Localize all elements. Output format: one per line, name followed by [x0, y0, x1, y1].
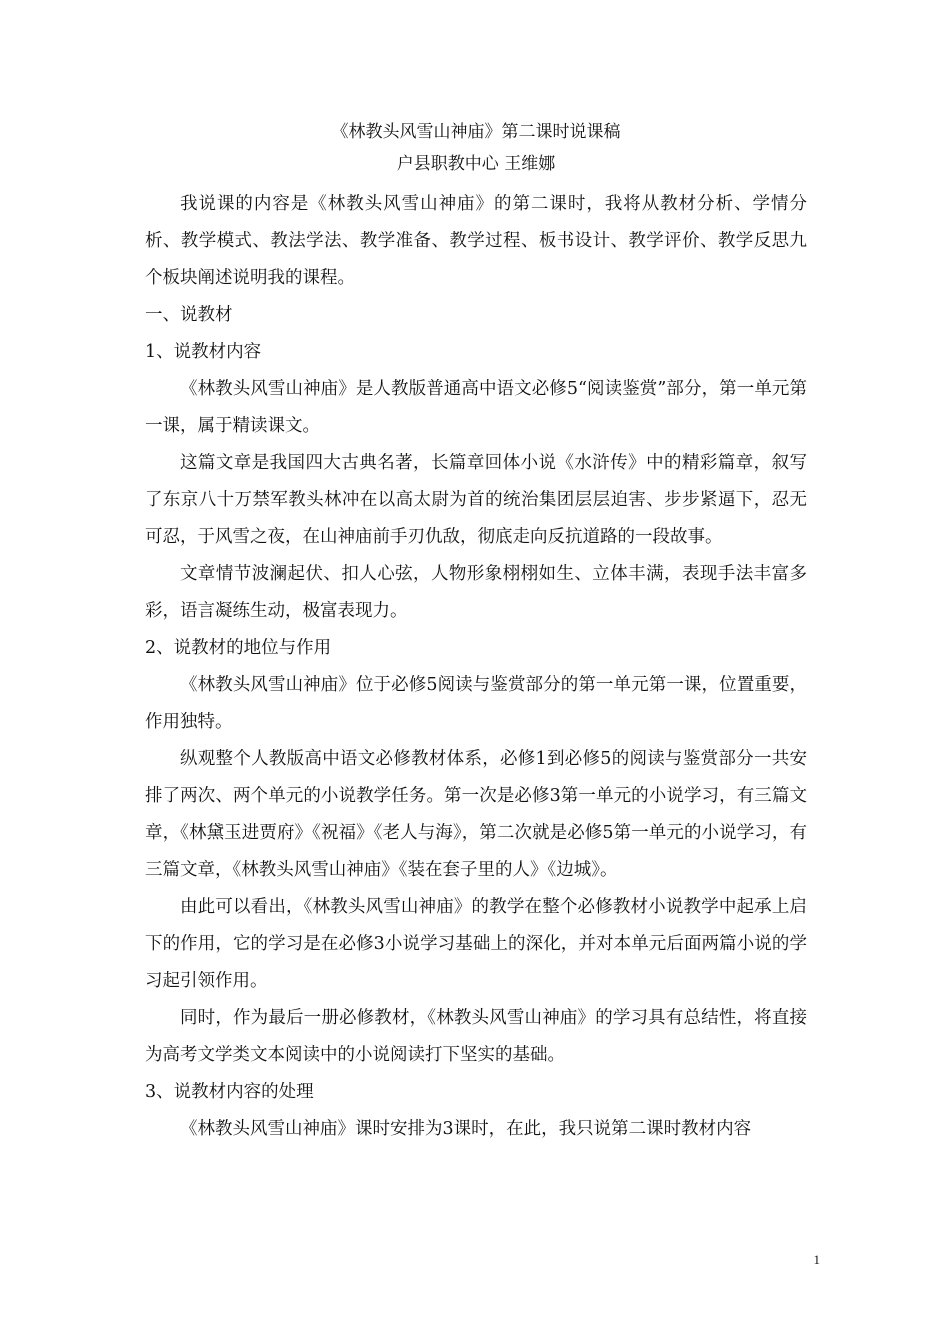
paragraph: 《林教头风雪山神庙》位于必修5阅读与鉴赏部分的第一单元第一课，位置重要，作用独特。	[145, 675, 807, 732]
subsection-heading: 2、说教材的地位与作用	[145, 638, 332, 658]
paragraph: 由此可以看出，《林教头风雪山神庙》的教学在整个必修教材小说教学中起承上启下的作用，它的学习是在必修3小说学习基础上的深化，并对本单元后面两篇小说的学习起引领作用。	[145, 897, 807, 991]
section-heading: 一、说教材	[145, 305, 233, 325]
document-body	[145, 116, 807, 1148]
page-number: 1	[813, 1252, 820, 1267]
paragraph: 《林教头风雪山神庙》课时安排为3课时，在此，我只说第二课时教材内容	[180, 1119, 752, 1139]
paragraph: 《林教头风雪山神庙》是人教版普通高中语文必修5“阅读鉴赏”部分，第一单元第一课，属于精读课文。	[145, 379, 807, 436]
document-author: 户县职教中心 王维娜	[396, 154, 556, 174]
paragraph: 我说课的内容是《林教头风雪山神庙》的第二课时，我将从教材分析、学情分析、教学模式、教法学法、教学准备、教学过程、板书设计、教学评价、教学反思九个板块阐述说明我的课程。	[145, 194, 807, 288]
document-title: 《林教头风雪山神庙》第二课时说课稿	[331, 122, 621, 142]
subsection-heading: 1、说教材内容	[145, 342, 262, 362]
paragraph: 文章情节波澜起伏、扣人心弦，人物形象栩栩如生、立体丰满，表现手法丰富多彩，语言凝练生动，极富表现力。	[145, 564, 807, 621]
paragraph: 同时，作为最后一册必修教材，《林教头风雪山神庙》的学习具有总结性，将直接为高考文学类文本阅读中的小说阅读打下坚实的基础。	[145, 1008, 807, 1065]
paragraph: 这篇文章是我国四大古典名著，长篇章回体小说《水浒传》中的精彩篇章，叙写了东京八十万禁军教头林冲在以高太尉为首的统治集团层层迫害、步步紧逼下，忍无可忍，于风雪之夜，在山神庙前手刃仇敌，彻底走向反抗道路的一段故事。	[145, 453, 807, 547]
subsection-heading: 3、说教材内容的处理	[145, 1082, 314, 1102]
paragraph: 纵观整个人教版高中语文必修教材体系，必修1到必修5的阅读与鉴赏部分一共安排了两次、两个单元的小说教学任务。第一次是必修3第一单元的小说学习，有三篇文章，《林黛玉进贾府》《祝福》《老人与海》，第二次就是必修5第一单元的小说学习，有三篇文章，《林教头风雪山神庙》《装在套子里的人》《边城》。	[145, 749, 807, 880]
